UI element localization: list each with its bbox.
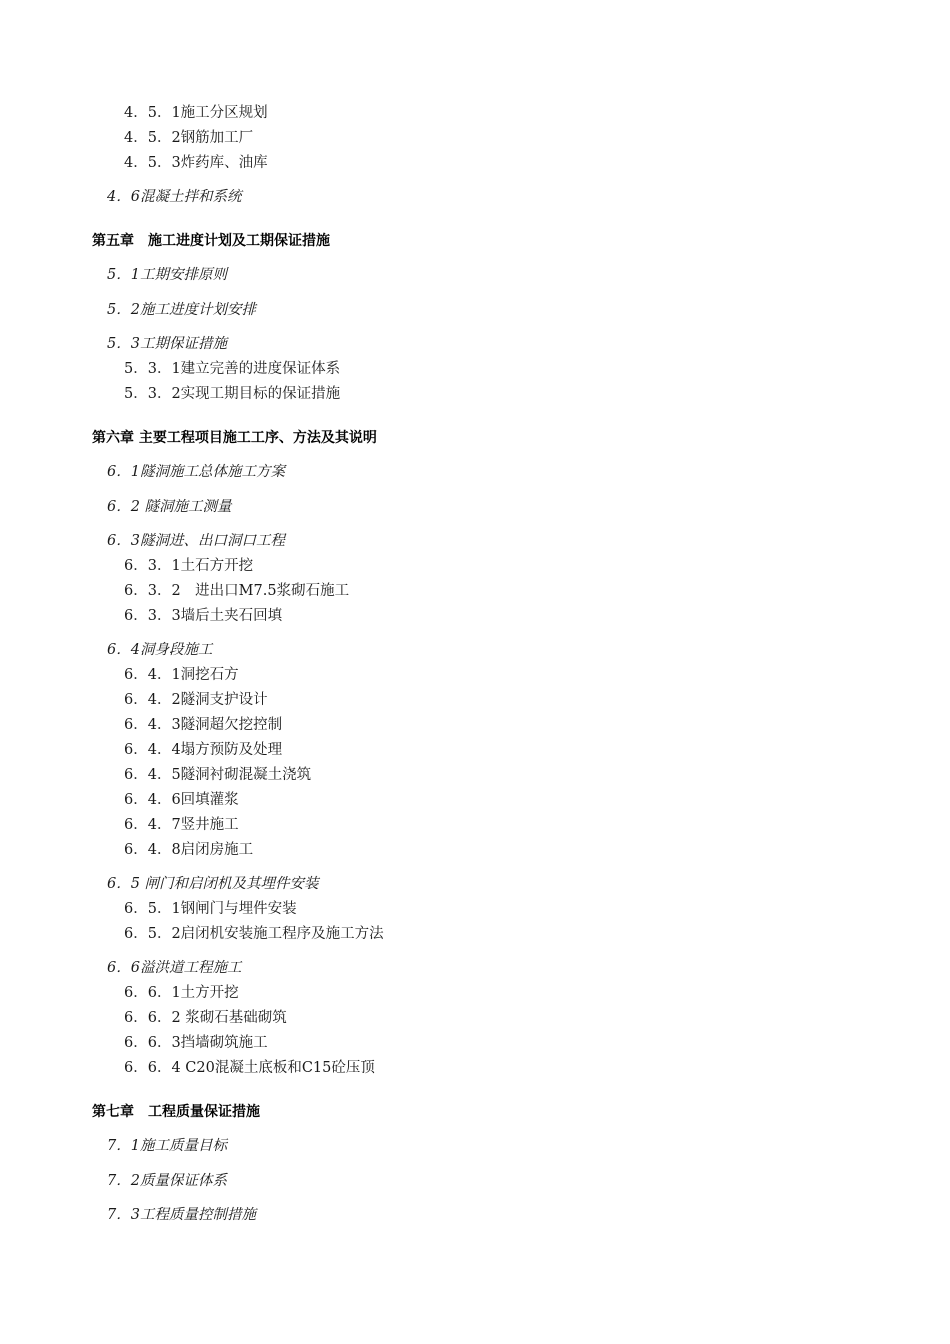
toc-section-entry: 5．3工期保证措施 <box>107 336 227 352</box>
toc-subsection-entry: 6．3．3墙后土夹石回填 <box>124 608 283 624</box>
toc-subsection-entry: 6．3．1土石方开挖 <box>124 558 254 574</box>
toc-subsection-entry: 5．3．2实现工期目标的保证措施 <box>124 386 341 402</box>
toc-section-entry: 6．1隧洞施工总体施工方案 <box>107 464 285 480</box>
toc-subsection-entry: 6．4．6回填灌浆 <box>124 792 239 808</box>
toc-chapter-heading: 第五章 施工进度计划及工期保证措施 <box>92 233 330 249</box>
toc-section-entry: 6．5 闸门和启闭机及其埋件安装 <box>107 876 319 892</box>
toc-section-entry: 7．1施工质量目标 <box>107 1138 227 1154</box>
toc-subsection-entry: 4．5．2钢筋加工厂 <box>124 130 254 146</box>
toc-subsection-entry: 6．6．4 C20混凝土底板和C15砼压顶 <box>124 1060 375 1076</box>
toc-subsection-entry: 6．5．1钢闸门与埋件安装 <box>124 901 297 917</box>
toc-subsection-entry: 6．5．2启闭机安装施工程序及施工方法 <box>124 926 384 942</box>
toc-section-entry: 5．2施工进度计划安排 <box>107 302 256 318</box>
toc-chapter-heading: 第六章 主要工程项目施工工序、方法及其说明 <box>92 430 377 446</box>
toc-section-entry: 6．6溢洪道工程施工 <box>107 960 242 976</box>
toc-subsection-entry: 6．4．7竖井施工 <box>124 817 239 833</box>
toc-section-entry: 7．3工程质量控制措施 <box>107 1207 256 1223</box>
toc-subsection-entry: 4．5．3炸药库、油库 <box>124 155 268 171</box>
toc-subsection-entry: 5．3．1建立完善的进度保证体系 <box>124 361 341 377</box>
toc-section-entry: 4．6混凝土拌和系统 <box>107 189 242 205</box>
toc-subsection-entry: 6．3．2 进出口M7.5浆砌石施工 <box>124 583 350 599</box>
toc-subsection-entry: 6．4．8启闭房施工 <box>124 842 254 858</box>
toc-section-entry: 7．2质量保证体系 <box>107 1173 227 1189</box>
toc-subsection-entry: 6．6．2 浆砌石基础砌筑 <box>124 1010 287 1026</box>
toc-subsection-entry: 6．4．2隧洞支护设计 <box>124 692 268 708</box>
toc-chapter-heading: 第七章 工程质量保证措施 <box>92 1104 260 1120</box>
toc-section-entry: 6．2 隧洞施工测量 <box>107 499 232 515</box>
toc-subsection-entry: 6．4．5隧洞衬砌混凝土浇筑 <box>124 767 312 783</box>
toc-subsection-entry: 6．6．1土方开挖 <box>124 985 239 1001</box>
toc-subsection-entry: 6．4．4塌方预防及处理 <box>124 742 283 758</box>
toc-subsection-entry: 6．4．3隧洞超欠挖控制 <box>124 717 283 733</box>
toc-section-entry: 6．4洞身段施工 <box>107 642 213 658</box>
toc-section-entry: 5．1工期安排原则 <box>107 267 227 283</box>
toc-subsection-entry: 4．5．1施工分区规划 <box>124 105 268 121</box>
toc-subsection-entry: 6．4．1洞挖石方 <box>124 667 239 683</box>
toc-subsection-entry: 6．6．3挡墙砌筑施工 <box>124 1035 268 1051</box>
toc-section-entry: 6．3隧洞进、出口洞口工程 <box>107 533 285 549</box>
